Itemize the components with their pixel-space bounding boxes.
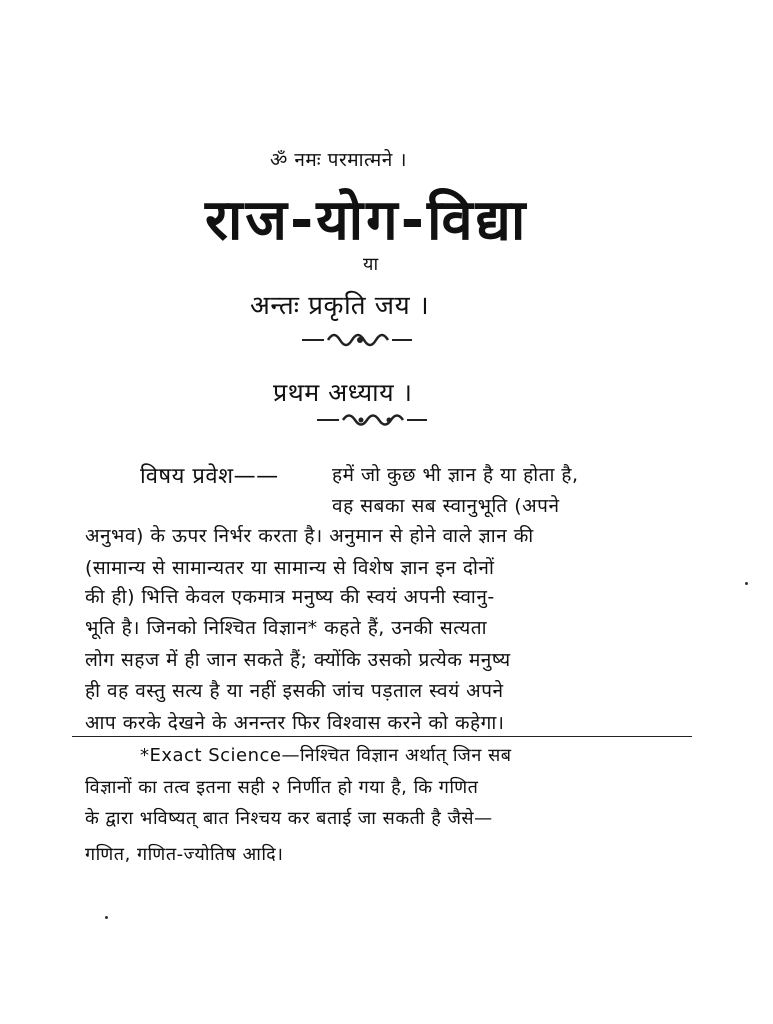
body-line: की ही) भित्ति केवल एकमात्र मनुष्य की स्वयं अपनी स्वानु-	[85, 586, 495, 608]
footnote-line: के द्वारा भविष्यत् बात निश्चय कर बताई जा सकती है जैसे—	[85, 808, 493, 829]
body-line: आप करके देखने के अनन्तर फिर विश्वास करने को कहेगा।	[85, 712, 505, 734]
footnote-line: विज्ञानों का तत्व इतना सही २ निर्णीत हो गया है, कि गणित	[85, 777, 479, 798]
body-line: अनुभव) के ऊपर निर्भर करता है। अनुमान से होने वाले ज्ञान की	[85, 525, 534, 547]
title-conjunction: या	[363, 254, 379, 275]
invocation-line: ॐ नमः परमात्मने ।	[270, 149, 407, 171]
scan-speck	[105, 916, 108, 919]
book-title: राज-योग-विद्या	[205, 188, 529, 253]
chapter-heading: प्रथम अध्याय ।	[273, 378, 413, 407]
body-line: हमें जो कुछ भी ज्ञान है या होता है,	[332, 464, 579, 486]
scan-speck	[745, 582, 748, 585]
body-line: (सामान्य से सामान्यतर या सामान्य से विशेष ज्ञान इन दोनों	[85, 557, 495, 579]
footnote-line: गणित, गणित-ज्योतिष आदि।	[85, 844, 284, 865]
section-heading: विषय प्रवेश——	[140, 464, 279, 489]
ornament-divider-icon	[302, 326, 412, 354]
footnote-line: *Exact Science—निश्चित विज्ञान अर्थात् जिन सब	[140, 745, 512, 766]
body-line: लोग सहज में ही जान सकते हैं; क्योंकि उसको प्रत्येक मनुष्य	[85, 649, 511, 671]
ornament-divider-icon	[317, 406, 427, 434]
body-line: वह सबका सब स्वानुभूति (अपने	[332, 495, 560, 517]
footnote-divider	[72, 736, 692, 737]
body-line: भूति है। जिनको निश्चित विज्ञान* कहते हैं, उनकी सत्यता	[85, 617, 488, 639]
body-line: ही वह वस्तु सत्य है या नहीं इसकी जांच पड़ताल स्वयं अपने	[85, 680, 504, 702]
book-subtitle: अन्तः प्रकृति जय ।	[250, 291, 430, 321]
